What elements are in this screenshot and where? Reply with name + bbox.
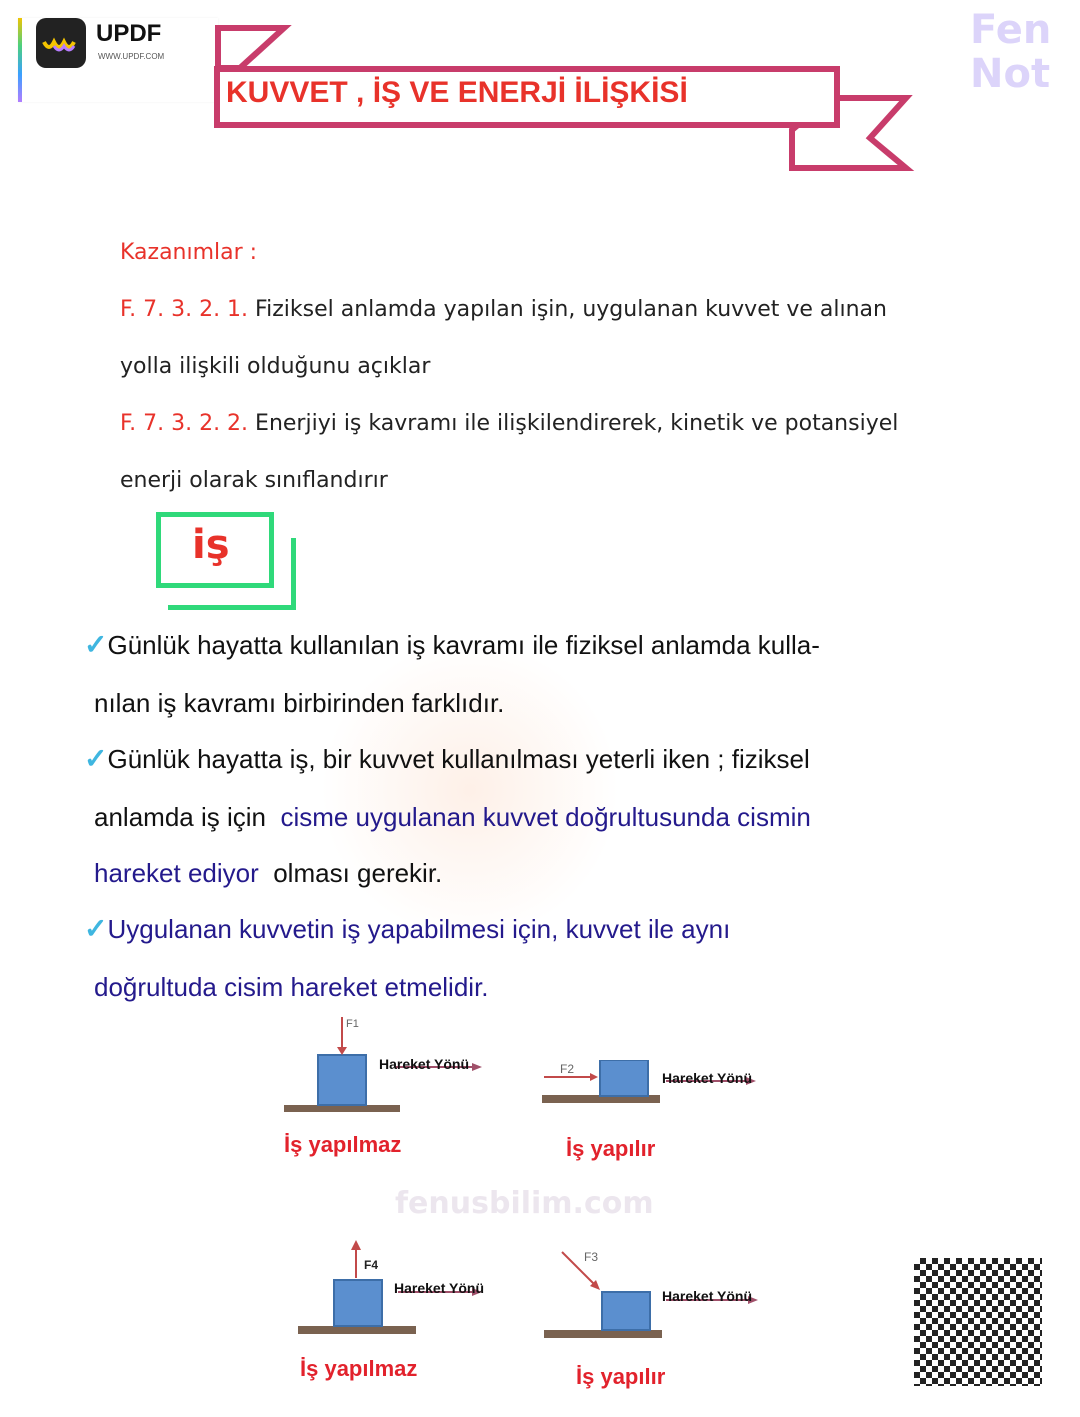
background-watermark-text: fenusbilim.com	[395, 1186, 654, 1221]
result-label: İş yapılır	[576, 1364, 666, 1389]
check-icon: ✓	[84, 913, 108, 944]
background-watermark-logo	[320, 640, 620, 940]
result-label: İş yapılmaz	[300, 1356, 418, 1381]
direction-label: Hareket Yönü	[394, 1280, 484, 1296]
note-line: Günlük hayatta iş, bir kuvvet kullanılması yeterli iken ; fiziksel	[107, 744, 810, 774]
outcome-text: Fiziksel anlamda yapılan işin, uygulanan kuvvet ve alınan	[255, 297, 887, 322]
note-line: nılan iş kavramı birbirinden farklıdır.	[94, 688, 505, 718]
outcome-text: yolla ilişkili olduğunu açıklar	[120, 354, 431, 379]
outcome-code: F. 7. 3. 2. 2.	[120, 411, 249, 436]
direction-label: Hareket Yönü	[662, 1288, 752, 1304]
check-icon: ✓	[84, 629, 108, 660]
direction-label: Hareket Yönü	[662, 1070, 752, 1086]
direction-label: Hareket Yönü	[379, 1056, 469, 1072]
note-line: Günlük hayatta kullanılan iş kavramı ile fiziksel anlamda kulla-	[107, 630, 820, 660]
qr-code[interactable]	[912, 1256, 1044, 1388]
note-line: cisme uygulanan kuvvet doğrultusunda cismin	[280, 802, 811, 832]
result-label: İş yapılır	[566, 1136, 656, 1161]
fen-not-logo: Fen Not	[970, 7, 1052, 97]
outcome-text: Enerjiyi iş kavramı ile ilişkilendirerek, kinetik ve potansiyel	[255, 411, 899, 436]
updf-name: UPDF	[96, 20, 162, 47]
force-label: F4	[364, 1258, 379, 1272]
outcome-code: F. 7. 3. 2. 1.	[120, 297, 249, 322]
note-line: hareket ediyor	[94, 858, 259, 888]
check-icon: ✓	[84, 743, 108, 774]
kazanimlar-heading: Kazanımlar :	[120, 240, 258, 265]
page-title: KUVVET , İŞ VE ENERJİ İLİŞKİSİ	[226, 76, 688, 109]
force-label: F1	[346, 1018, 359, 1030]
diagram-f2	[540, 1060, 770, 1120]
section-title: iş	[192, 522, 230, 568]
note-line: doğrultuda cisim hareket etmelidir.	[94, 972, 489, 1002]
note-line: anlamda iş için	[94, 802, 266, 832]
note-line: Uygulanan kuvvetin iş yapabilmesi için, kuvvet ile aynı	[107, 914, 731, 944]
force-label: F3	[584, 1250, 599, 1264]
updf-url: WWW.UPDF.COM	[98, 52, 165, 61]
updf-logo-icon	[36, 18, 86, 68]
result-label: İş yapılmaz	[284, 1132, 402, 1157]
force-label: F2	[560, 1062, 575, 1076]
outcome-text: enerji olarak sınıflandırır	[120, 468, 388, 493]
note-line: olması gerekir.	[273, 858, 443, 888]
